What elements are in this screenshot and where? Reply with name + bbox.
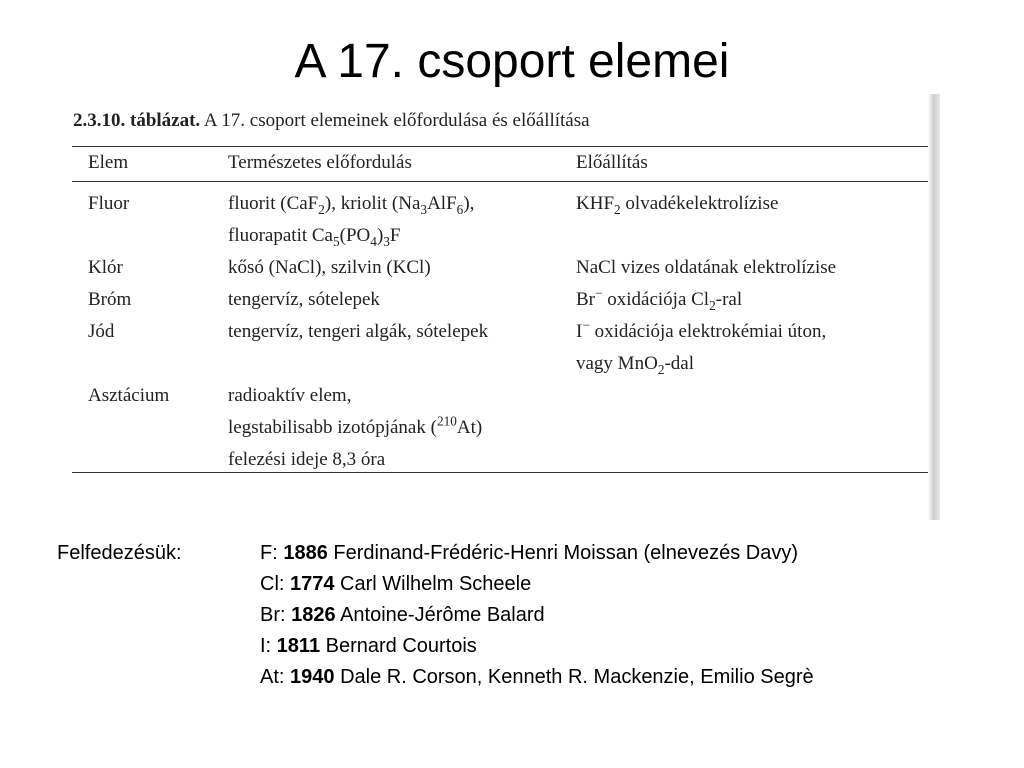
table-cell-occurrence: radioaktív elem, legstabilisabb izotópjának ($^{210}$At) felezési ideje 8,3 óra bbox=[228, 385, 483, 470]
discovery-name: Bernard Courtois bbox=[320, 635, 477, 657]
discovery-year: 1811 bbox=[276, 635, 321, 657]
discovery-year: 1886 bbox=[283, 542, 328, 564]
discovery-name: Ferdinand-Frédéric-Henri Moissan (elnevezés Davy) bbox=[327, 542, 799, 564]
discovery-item bbox=[260, 569, 814, 600]
discovery-item bbox=[260, 631, 814, 662]
table-cell-elem: Jód bbox=[88, 321, 115, 342]
table-header-rule bbox=[72, 181, 930, 182]
table-cell-production: Br− oxidációja $Cl_2$-ral bbox=[576, 285, 743, 313]
table-cell-production: $KHF_2$ olvadékelektrolízise bbox=[576, 193, 779, 217]
table-caption-number: 2.3.10. táblázat. bbox=[73, 110, 201, 131]
table-bottom-rule bbox=[72, 472, 930, 473]
discovery-name: Carl Wilhelm Scheele bbox=[334, 573, 532, 595]
table-scan-image bbox=[60, 94, 940, 520]
table-cell-production: I− oxidációja elektrokémiai úton, vagy MnO$_2$-dal bbox=[576, 317, 827, 377]
discovery-symbol: I: bbox=[260, 635, 277, 657]
discovery-symbol: Br: bbox=[260, 604, 292, 626]
table-cell-occurrence: kősó (NaCl), szilvin (KCl) bbox=[228, 257, 431, 278]
table-cell-elem: Klór bbox=[88, 257, 123, 278]
table-caption bbox=[73, 110, 590, 132]
discovery-item bbox=[260, 600, 814, 631]
discovery-symbol: At: bbox=[260, 666, 291, 688]
discovery-year: 1826 bbox=[291, 604, 336, 626]
table-cell-elem: Asztácium bbox=[88, 385, 170, 406]
discovery-year: 1774 bbox=[290, 573, 335, 595]
table-cell-occurrence: tengervíz, sótelepek bbox=[228, 289, 380, 310]
discoveries-list bbox=[260, 538, 814, 693]
slide-title: A 17. csoport elemei bbox=[294, 35, 730, 88]
header-occurrence: Természetes előfordulás bbox=[228, 152, 412, 173]
discoveries-label: Felfedezésük: bbox=[57, 542, 182, 564]
discovery-symbol: Cl: bbox=[260, 573, 290, 595]
discovery-year: 1940 bbox=[290, 666, 335, 688]
header-elem: Elem bbox=[88, 152, 129, 173]
table-cell-occurrence: tengervíz, tengeri algák, sótelepek bbox=[228, 321, 489, 342]
scan-page-edge bbox=[928, 94, 940, 520]
discovery-name: Antoine-Jérôme Balard bbox=[335, 604, 545, 626]
table-cell-elem: Bróm bbox=[88, 289, 132, 310]
header-production: Előállítás bbox=[576, 152, 648, 173]
table-cell-elem: Fluor bbox=[88, 193, 130, 214]
discovery-name: Dale R. Corson, Kenneth R. Mackenzie, Emilio Segrè bbox=[334, 666, 814, 688]
table-caption-text: A 17. csoport elemeinek előfordulása és előállítása bbox=[200, 110, 590, 131]
table-cell-production: NaCl vizes oldatának elektrolízise bbox=[576, 257, 837, 278]
discovery-item bbox=[260, 538, 814, 569]
table-cell-occurrence: fluorit (CaF$_2$), kriolit $(Na_3AlF_6)$, fluorapatit $Ca_5(PO_4)_3F$ bbox=[228, 193, 475, 249]
discovery-symbol: F: bbox=[260, 542, 284, 564]
table-top-rule bbox=[72, 146, 930, 147]
discovery-item bbox=[260, 662, 814, 693]
